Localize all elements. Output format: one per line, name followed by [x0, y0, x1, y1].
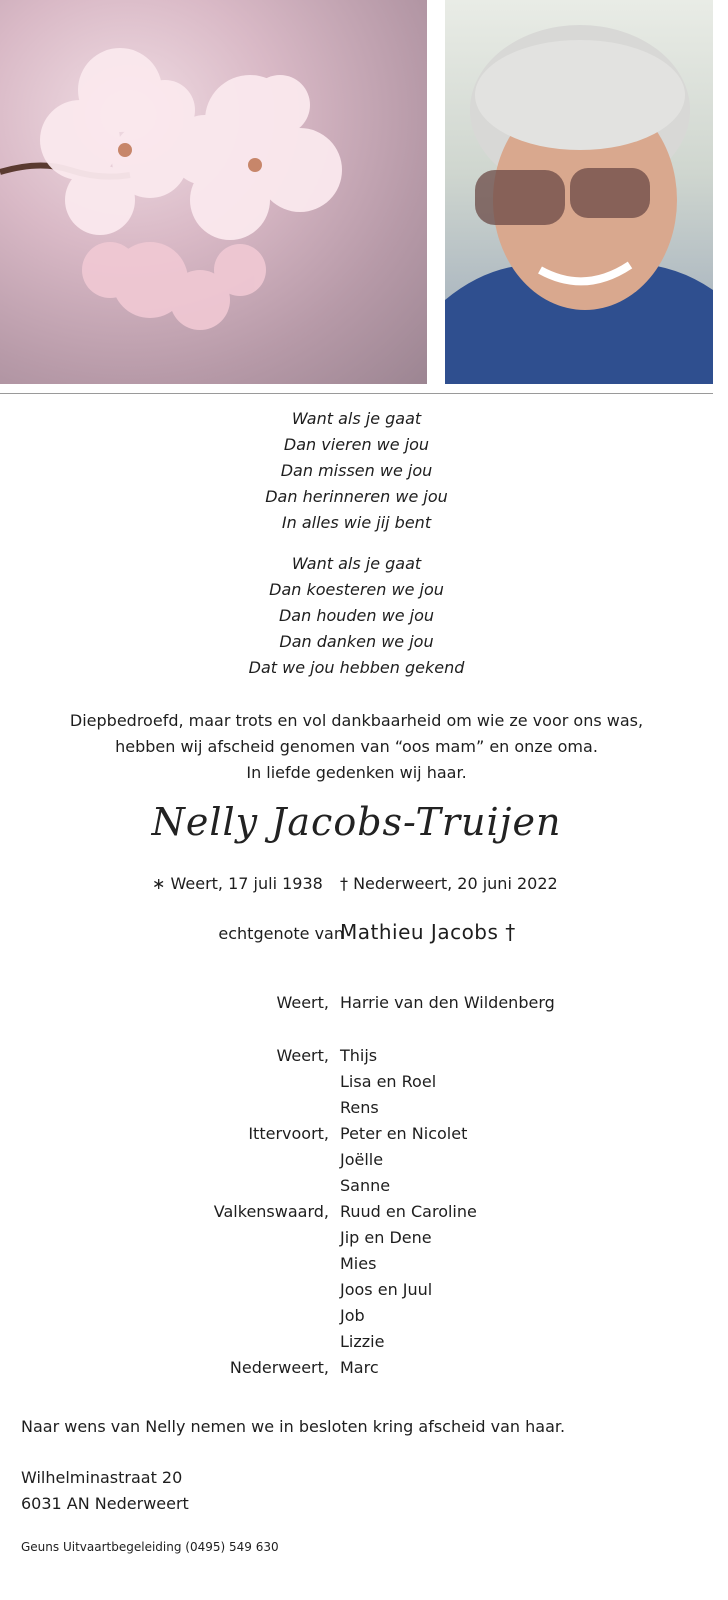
intro-line: hebben wij afscheid genomen van “oos mam” en onze oma. — [115, 737, 598, 756]
poem-stanza-2 — [0, 551, 713, 681]
poem-line: Dat we jou hebben gekend — [248, 658, 465, 677]
poem-line: In alles wie jij bent — [281, 513, 432, 532]
relative-row — [0, 1069, 713, 1095]
relative-place: Ittervoort, — [248, 1124, 329, 1143]
relative-row — [0, 1329, 713, 1355]
blossom-photo — [0, 0, 427, 384]
relative-names: Rens — [340, 1098, 379, 1117]
poem-line: Dan vieren we jou — [283, 435, 430, 454]
poem-stanza-1 — [0, 406, 713, 536]
relative-names: Job — [340, 1306, 365, 1325]
relative-names: Marc — [340, 1358, 379, 1377]
relative-names: Joos en Juul — [340, 1280, 433, 1299]
poem-line: Dan koesteren we jou — [269, 580, 444, 599]
relative-names: Peter en Nicolet — [340, 1124, 468, 1143]
relative-names: Harrie van den Wildenberg — [340, 993, 555, 1012]
relative-names: Lizzie — [340, 1332, 385, 1351]
address-street: Wilhelminastraat 20 — [21, 1468, 183, 1487]
relative-row — [0, 990, 713, 1016]
undertaker-info: Geuns Uitvaartbegeleiding (0495) 549 630 — [21, 1540, 279, 1554]
poem-line: Dan houden we jou — [278, 606, 435, 625]
relative-row — [0, 1277, 713, 1303]
portrait-image — [445, 0, 713, 384]
relative-names: Jip en Dene — [340, 1228, 432, 1247]
poem-line: Want als je gaat — [291, 554, 422, 573]
closing-text: Naar wens van Nelly nemen we in besloten kring afscheid van haar. — [21, 1417, 566, 1436]
poem-line: Dan danken we jou — [279, 632, 434, 651]
relative-names: Mies — [340, 1254, 377, 1273]
intro-line: In liefde gedenken wij haar. — [246, 763, 467, 782]
relative-names: Ruud en Caroline — [340, 1202, 477, 1221]
relative-place: Nederweert, — [229, 1358, 329, 1377]
poem-line: Dan herinneren we jou — [265, 487, 448, 506]
relative-row — [0, 1355, 713, 1381]
relative-place: Weert, — [276, 1046, 329, 1065]
relative-names: Lisa en Roel — [340, 1072, 437, 1091]
relative-row — [0, 1121, 713, 1147]
relative-row — [0, 1303, 713, 1329]
relative-row — [0, 1095, 713, 1121]
cherry-blossom-image — [0, 0, 427, 384]
spouse-label: echtgenote van — [218, 924, 344, 943]
relative-row — [0, 1251, 713, 1277]
intro-text — [0, 708, 713, 786]
address-city: 6031 AN Nederweert — [21, 1494, 189, 1513]
relative-names: Thijs — [340, 1046, 378, 1065]
relative-place: Weert, — [276, 993, 329, 1012]
relative-row — [0, 1173, 713, 1199]
death-info: † Nederweert, 20 juni 2022 — [340, 874, 558, 893]
relative-names: Joëlle — [340, 1150, 384, 1169]
divider-line — [0, 393, 713, 394]
poem-line: Want als je gaat — [291, 409, 422, 428]
portrait-photo — [445, 0, 713, 384]
spouse-name: Mathieu Jacobs † — [340, 920, 516, 944]
relative-place: Valkenswaard, — [213, 1202, 329, 1221]
relative-row — [0, 1199, 713, 1225]
relative-row — [0, 1043, 713, 1069]
relative-row — [0, 1225, 713, 1251]
relative-names: Sanne — [340, 1176, 391, 1195]
poem-line: Dan missen we jou — [280, 461, 433, 480]
intro-line: Diepbedroefd, maar trots en vol dankbaarheid om wie ze voor ons was, — [69, 711, 644, 730]
birth-info: ∗ Weert, 17 juli 1938 — [152, 874, 323, 893]
deceased-name: Nelly Jacobs-Truijen — [151, 800, 562, 844]
relative-row — [0, 1147, 713, 1173]
